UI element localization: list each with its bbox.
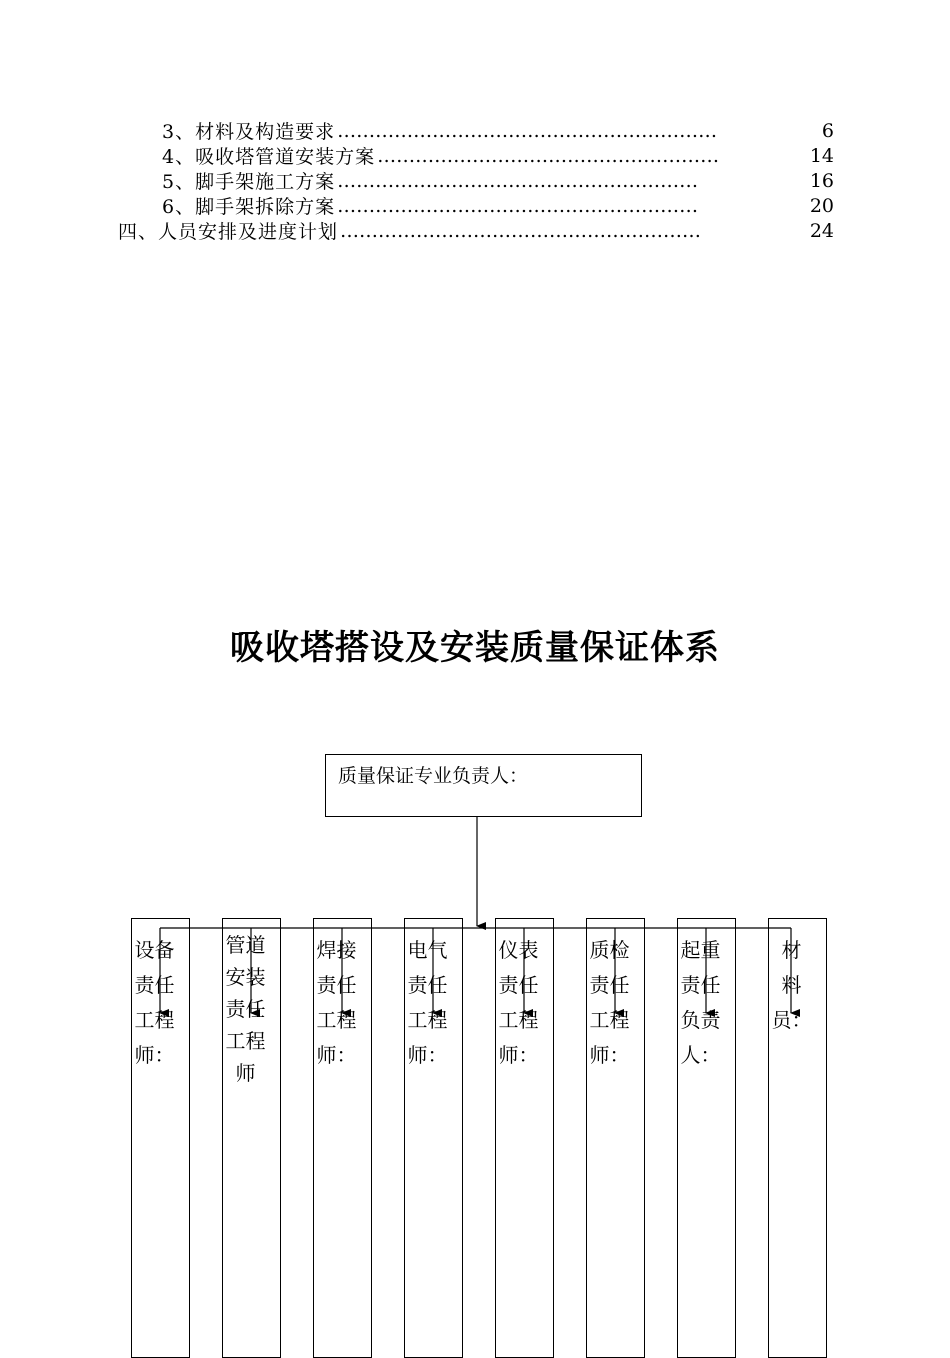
welding-engineer-box bbox=[313, 918, 372, 1358]
toc-page-number: 16 bbox=[809, 169, 834, 192]
toc-page-number: 14 bbox=[809, 144, 834, 167]
quality-lead-box bbox=[325, 754, 642, 817]
page-title: 吸收塔搭设及安装质量保证体系 bbox=[230, 628, 720, 668]
toc-leader: ………………………………………………… bbox=[340, 219, 702, 242]
instrument-engineer-label: 仪表责任工程师： bbox=[498, 938, 539, 1067]
welding-engineer-label: 焊接责任工程师： bbox=[316, 938, 357, 1067]
materials-clerk-label: 材 料 员： bbox=[771, 938, 812, 1032]
toc-label: 3、材料及构造要求 bbox=[162, 121, 336, 143]
lifting-lead-label: 起重责任负责人： bbox=[680, 938, 721, 1067]
toc-row-6[interactable] bbox=[162, 193, 834, 218]
toc-leader: ………………………………………………… bbox=[337, 194, 699, 217]
lifting-lead-box bbox=[677, 918, 736, 1358]
toc-row-3[interactable] bbox=[162, 118, 834, 143]
toc-label: 4、吸收塔管道安装方案 bbox=[162, 146, 376, 168]
toc-label: 5、脚手架施工方案 bbox=[162, 171, 336, 193]
qc-engineer-box bbox=[586, 918, 645, 1358]
toc-row-5[interactable] bbox=[162, 168, 834, 193]
instrument-engineer-box bbox=[495, 918, 554, 1358]
toc-page-number: 24 bbox=[809, 219, 834, 242]
toc-leader: …………………………………………………… bbox=[337, 119, 718, 142]
toc-page-number: 20 bbox=[809, 194, 834, 217]
qc-engineer-label: 质检责任工程师： bbox=[589, 938, 630, 1067]
electrical-engineer-label: 电气责任工程师： bbox=[407, 938, 448, 1067]
toc-row-4[interactable] bbox=[162, 143, 834, 168]
toc-label: 四、人员安排及进度计划 bbox=[118, 221, 339, 243]
electrical-engineer-box bbox=[404, 918, 463, 1358]
toc-leader: ……………………………………………… bbox=[377, 144, 720, 167]
materials-clerk-box bbox=[768, 918, 827, 1358]
toc-label: 6、脚手架拆除方案 bbox=[162, 196, 336, 218]
equipment-engineer-box bbox=[131, 918, 190, 1358]
toc-page-number: 6 bbox=[821, 119, 834, 142]
equipment-engineer-label: 设备责任工程师： bbox=[134, 938, 175, 1067]
piping-engineer-box bbox=[222, 918, 281, 1358]
toc-row-section-4[interactable] bbox=[118, 218, 834, 243]
toc-leader: ………………………………………………… bbox=[337, 169, 699, 192]
quality-lead-label: 质量保证专业负责人： bbox=[338, 765, 529, 787]
piping-engineer-label: 管道安装责任工程师 bbox=[225, 933, 266, 1085]
